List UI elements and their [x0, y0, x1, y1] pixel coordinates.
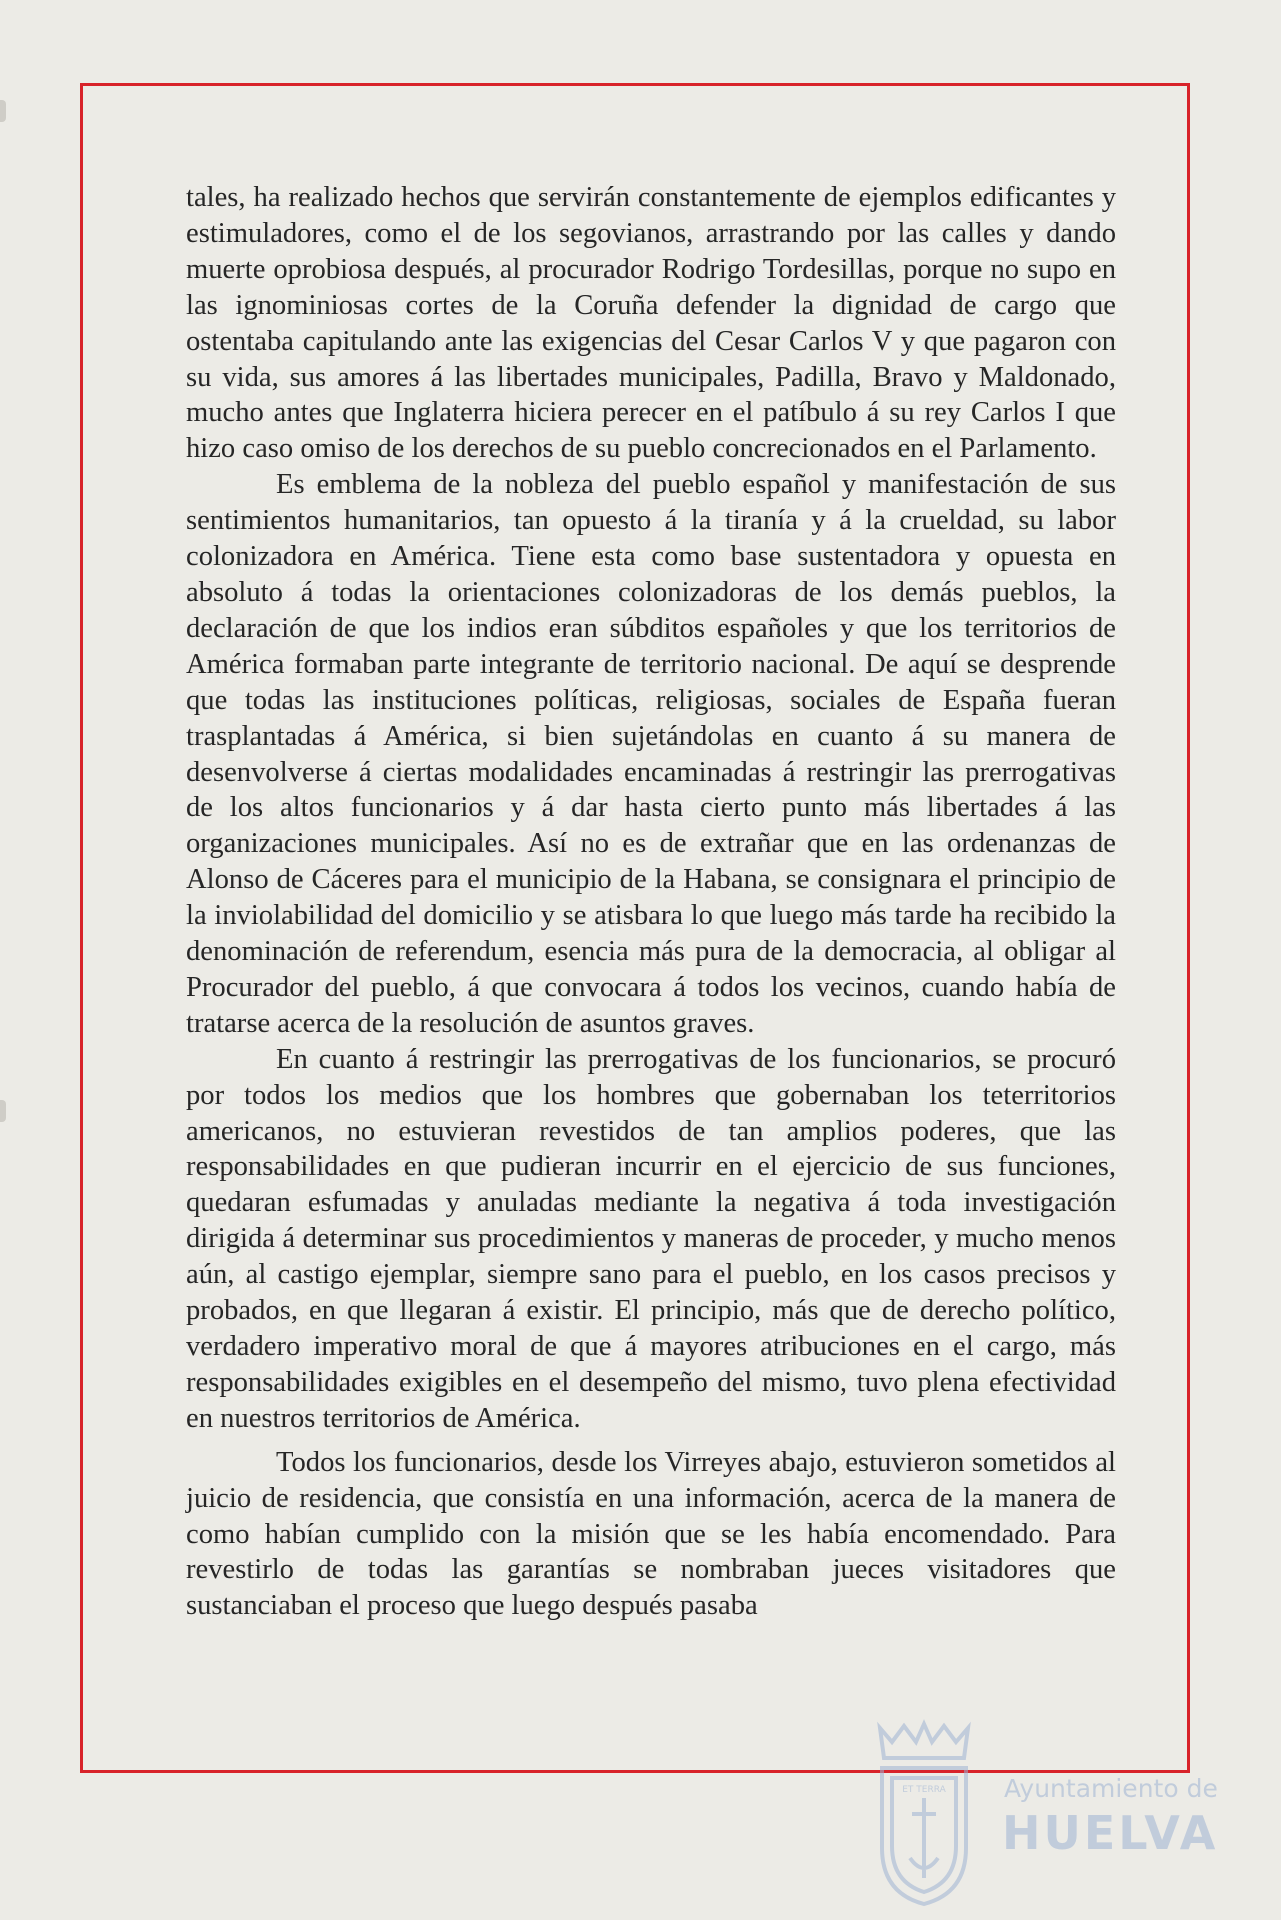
paragraph-1: tales, ha realizado hechos que servirán constantemente de ejemplos edificantes y estimuladores, como el de los segovianos, arrastrando por las calles y dando muerte oprobiosa después, al procurador Rodrigo Tordesillas, porque no supo en las ignominiosas cortes de la Coruña defender la dignidad de cargo que ostentaba capitulando ante las exigencias del Cesar Carlos V y que pagaron con su vida, sus amores á las libertades municipales, Padilla, Bravo y Maldonado, mucho antes que Inglaterra hiciera perecer en el patíbulo á su rey Carlos I que hizo caso omiso de los derechos de su pueblo concrecionados en el Parlamento. — [186, 182, 1116, 465]
crest-motto: ET TERRA — [902, 1785, 946, 1795]
paragraph-2: Es emblema de la nobleza del pueblo español y manifestación de sus sentimientos humanitarios, tan opuesto á la tiranía y á la crueldad, su labor colonizadora en América. Tiene esta como base sustentadora y opuesta en absoluto á todas la orientaciones colonizadoras de los demás pueblos, la declaración de que los indios eran súbditos españoles y que los territorios de América formaban parte integrante de territorio nacional. De aquí se desprende que todas las instituciones políticas, religiosas, sociales de España fueran trasplantadas á América, si bien sujetándolas en cuanto á su manera de desenvolverse á ciertas modalidades encaminadas á restringir las prerrogativas de los altos funcionarios y á dar hasta cierto punto más libertades á las organizaciones municipales. Así no es de extrañar que en las ordenanzas de Alonso de Cáceres para el municipio de la Habana, se consignara el principio de la inviolabilidad del domicilio y se atisbara lo que luego más tarde ha recibido la denominación de referendum, esencia más pura de la democracia, al obligar al Procurador del pueblo, á que convocara á todos los vecinos, cuando había de tratarse acerca de la resolución de asuntos graves. — [186, 469, 1116, 1039]
watermark — [868, 1718, 1228, 1908]
paragraph-3: En cuanto á restringir las prerrogativas de los funcionarios, se procuró por todos los medios que los hombres que gobernaban los teterritorios americanos, no estuvieran revestidos de tan amplios poderes, que las responsabilidades en que pudieran incurrir en el ejercicio de sus funciones, quedaran esfumadas y anuladas mediante la negativa á toda investigación dirigida á determinar sus procedimientos y maneras de proceder, y mucho menos aún, al castigo ejemplar, siempre sano para el pueblo, en los casos precisos y probados, en que llegaran á existir. El principio, más que de derecho político, verdadero imperativo moral de que á mayores atribuciones en el cargo, más responsabilidades exigibles en el desempeño del mismo, tuvo plena efectividad en nuestros territorios de América. — [186, 1043, 1116, 1434]
watermark-line-1: Ayuntamiento de — [1004, 1774, 1218, 1803]
punch-hole-top — [0, 100, 6, 122]
punch-hole-bottom — [0, 1100, 6, 1122]
paragraph-4: Todos los funcionarios, desde los Virreyes abajo, estuvieron sometidos al juicio de residencia, que consistía en una información, acerca de la manera de como habían cumplido con la misión que se les había encomendado. Para revestirlo de todas las garantías se nombraban jueces visitadores que sustanciaban el proceso que luego después pasaba — [186, 1446, 1116, 1622]
watermark-line-2: HUELVA — [1002, 1806, 1219, 1860]
crest-icon — [868, 1718, 980, 1908]
body-text — [186, 180, 1116, 1624]
